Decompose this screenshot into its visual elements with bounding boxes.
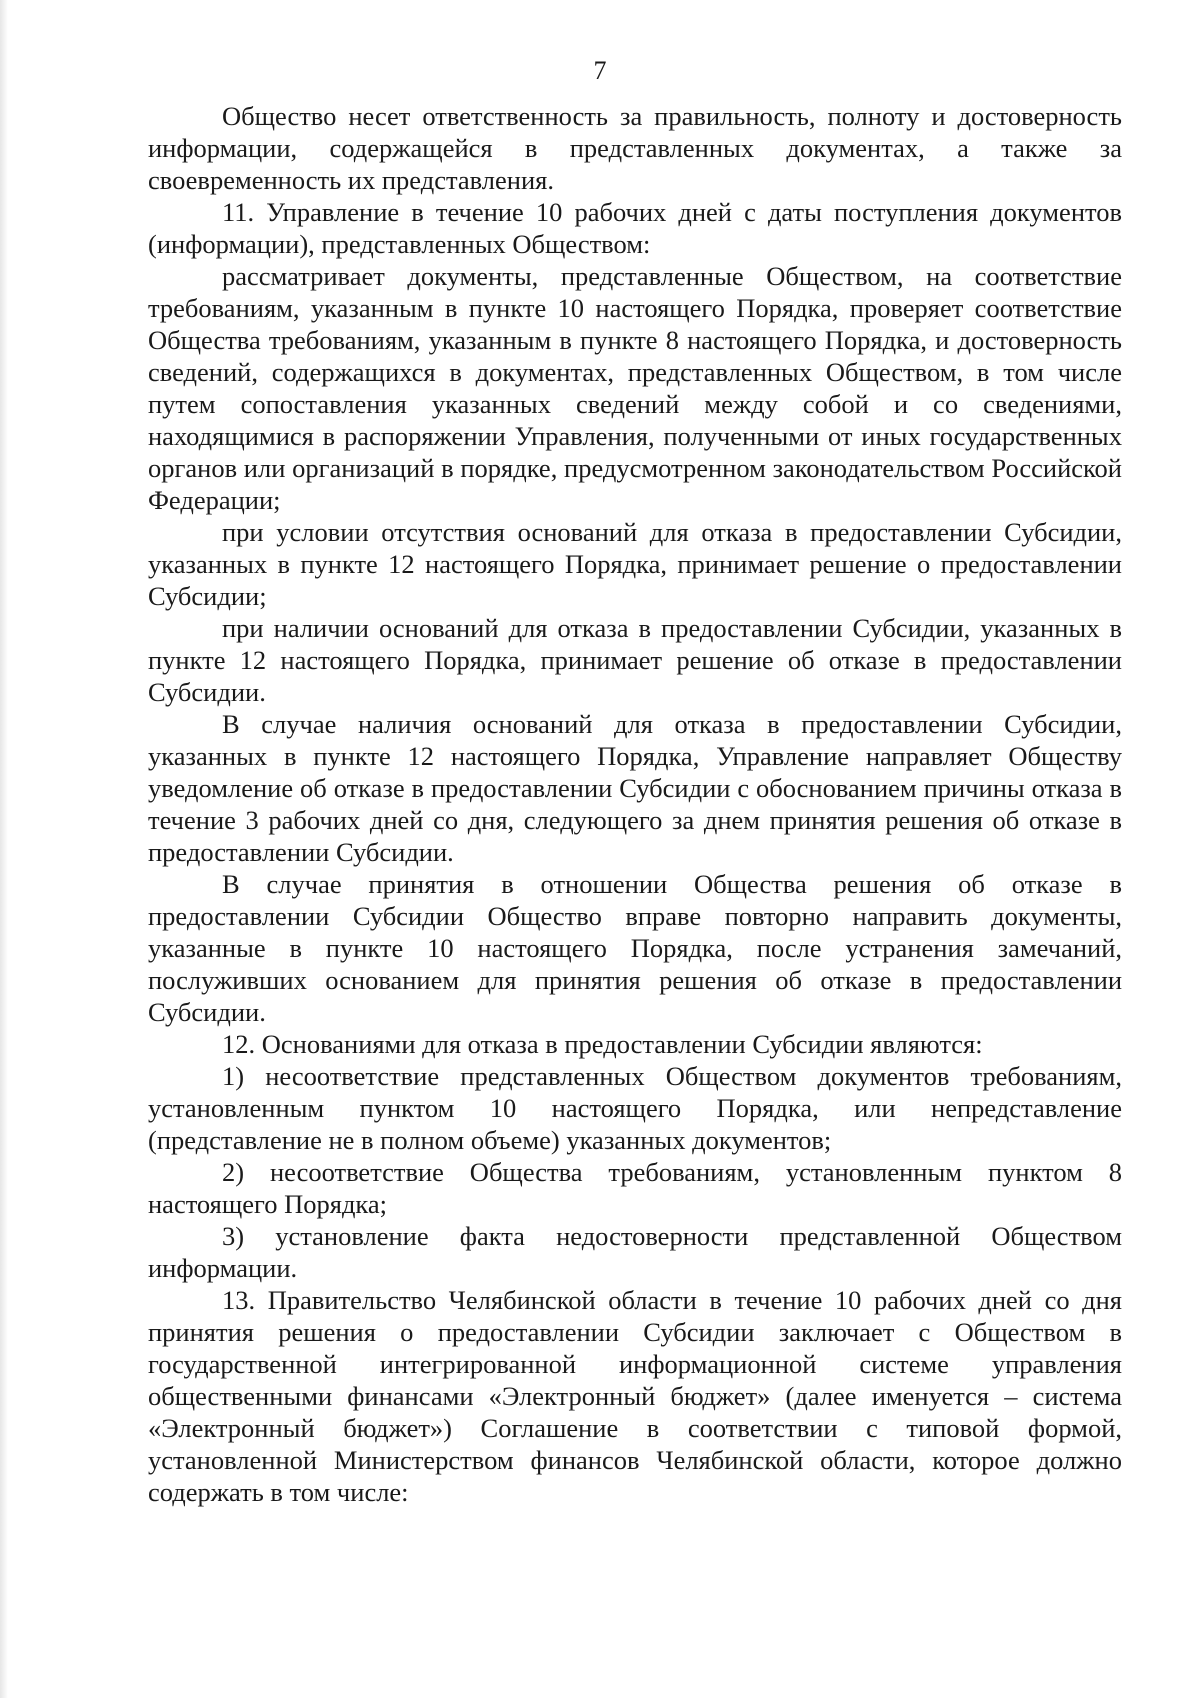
document-body: [148, 100, 1122, 1508]
paragraph-12-item-1: 1) несоответствие представленных Обществом документов требованиям, установленным пунктом 10 настоящего Порядка, или непредставление (представление не в полном объеме) указанных документов;: [148, 1061, 1122, 1155]
paragraph-12-item-2: 2) несоответствие Общества требованиям, установленным пунктом 8 настоящего Порядка;: [148, 1157, 1122, 1219]
paragraph-11-grant-decision: при условии отсутствия оснований для отказа в предоставлении Субсидии, указанных в пункте 12 настоящего Порядка, принимает решение о предоставлении Субсидии;: [148, 517, 1122, 611]
paragraph-refusal-notice: В случае наличия оснований для отказа в предоставлении Субсидии, указанных в пункте 12 настоящего Порядка, Управление направляет Обществу уведомление об отказе в предоставлении Субсидии с обоснованием причины отказа в течение 3 рабочих дней со дня, следующего за днем принятия решения об отказе в предоставлении Субсидии.: [148, 709, 1122, 867]
paragraph-11-refusal-decision: при наличии оснований для отказа в предоставлении Субсидии, указанных в пункте 12 настоящего Порядка, принимает решение об отказе в предоставлении Субсидии.: [148, 613, 1122, 707]
paragraph-13: 13. Правительство Челябинской области в течение 10 рабочих дней со дня принятия решения о предоставлении Субсидии заключает с Обществом в государственной интегрированной информационной системе управления общественными финансами «Электронный бюджет» (далее именуется – система «Электронный бюджет») Соглашение в соответствии с типовой формой, установленной Министерством финансов Челябинской области, которое должно содержать в том числе:: [148, 1285, 1122, 1507]
scan-edge: [0, 0, 8, 1698]
paragraph-12-intro: 12. Основаниями для отказа в предоставлении Субсидии являются:: [222, 1029, 983, 1059]
page-number: 7: [593, 56, 607, 85]
paragraph-11-intro: 11. Управление в течение 10 рабочих дней с даты поступления документов (информации), представленных Обществом:: [148, 197, 1122, 259]
paragraph-responsibility: Общество несет ответственность за правильность, полноту и достоверность информации, содержащейся в представленных документах, а также за своевременность их представления.: [148, 101, 1122, 195]
paragraph-11-review: рассматривает документы, представленные Обществом, на соответствие требованиям, указанным в пункте 10 настоящего Порядка, проверяет соответствие Общества требованиям, указанным в пункте 8 настоящего Порядка, и достоверность сведений, содержащихся в документах, представленных Обществом, в том числе путем сопоставления указанных сведений между собой и со сведениями, находящимися в распоряжении Управления, полученными от иных государственных органов или организаций в порядке, предусмотренном законодательством Российской Федерации;: [148, 261, 1122, 515]
paragraph-12-item-3: 3) установление факта недостоверности представленной Обществом информации.: [148, 1221, 1122, 1283]
paragraph-resubmission: В случае принятия в отношении Общества решения об отказе в предоставлении Субсидии Общество вправе повторно направить документы, указанные в пункте 10 настоящего Порядка, после устранения замечаний, послуживших основанием для принятия решения об отказе в предоставлении Субсидии.: [148, 869, 1122, 1027]
